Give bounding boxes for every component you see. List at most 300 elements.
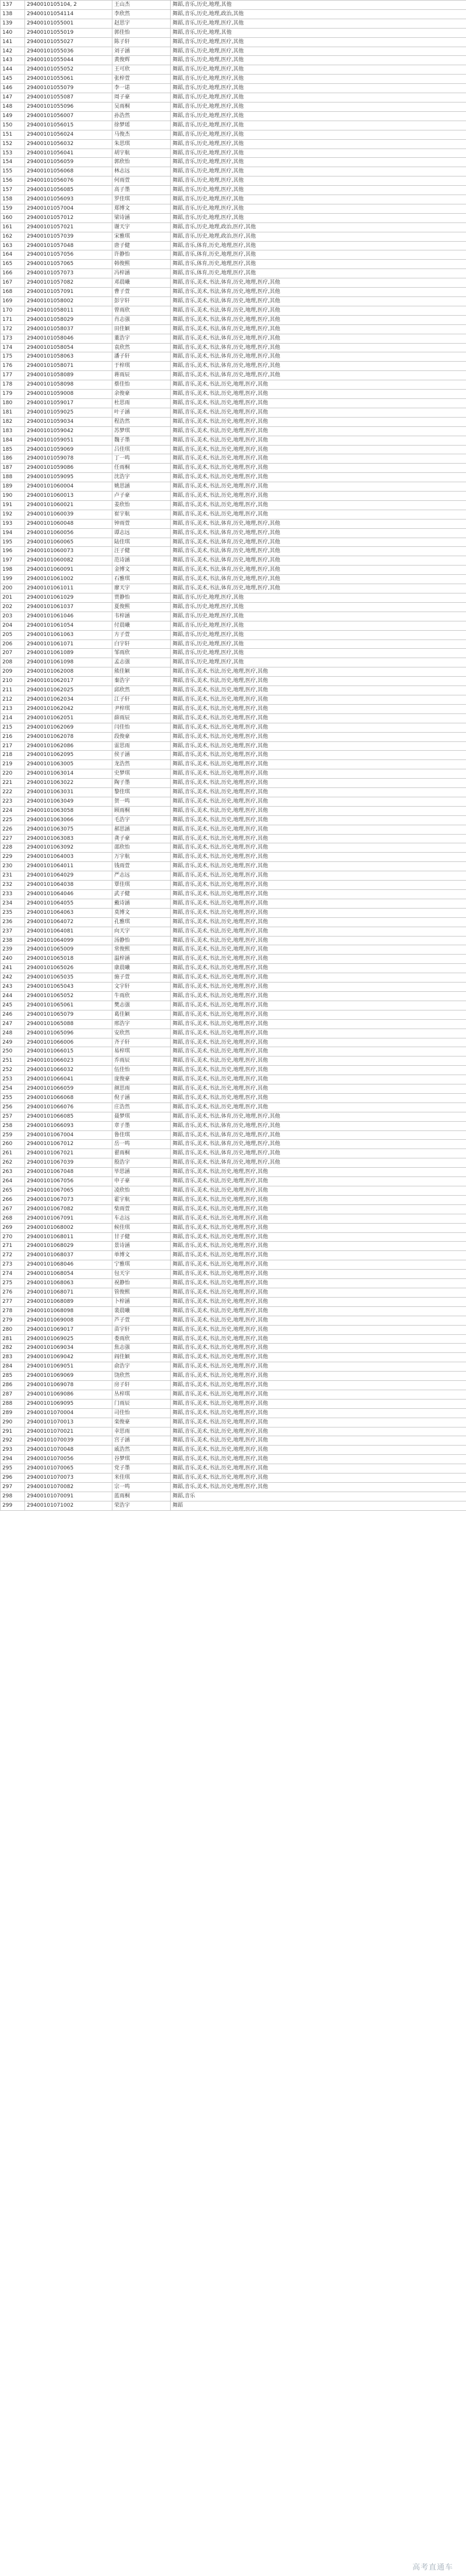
table-row (1, 602, 466, 612)
student-name-cell: 魏子墨 (112, 436, 171, 445)
table-row (1, 593, 466, 603)
exam-id-cell: 29400101066059 (25, 1084, 112, 1094)
student-name-cell: 康晨曦 (112, 964, 171, 973)
row-number-cell: 171 (1, 315, 25, 324)
exam-id-cell: 29400101058037 (25, 324, 112, 334)
student-name-cell: 牛雨欣 (112, 991, 171, 1001)
table-row (1, 288, 466, 297)
student-name-cell: 廖天宇 (112, 584, 171, 593)
student-name-cell: 荣浩宇 (112, 1501, 171, 1510)
student-name-cell: 汪子健 (112, 547, 171, 556)
student-name-cell: 阎佳颖 (112, 1353, 171, 1362)
exam-id-cell: 29400101062017 (25, 677, 112, 686)
table-row (1, 1140, 466, 1149)
exam-id-cell: 29400101067004 (25, 1130, 112, 1140)
subjects-cell: 舞蹈,音乐,美术,书法,体育,历史,地理,医疗,其他 (171, 519, 466, 528)
exam-id-cell: 29400101058063 (25, 352, 112, 362)
table-row (1, 519, 466, 528)
student-name-cell: 谷梦琪 (112, 1455, 171, 1464)
row-number-cell: 190 (1, 492, 25, 501)
exam-id-cell: 29400101067039 (25, 1158, 112, 1168)
subjects-cell: 舞蹈,音乐,美术,书法,历史,地理,医疗,其他 (171, 1177, 466, 1186)
row-number-cell: 182 (1, 417, 25, 426)
student-name-cell: 韩俊熙 (112, 260, 171, 269)
row-number-cell: 188 (1, 473, 25, 482)
subjects-cell: 舞蹈,音乐,美术,书法,历史,地理,医疗,其他 (171, 417, 466, 426)
subjects-cell: 舞蹈,音乐,美术,书法,体育,历史,地理,医疗,其他 (171, 1149, 466, 1158)
table-row (1, 93, 466, 103)
table-row (1, 1223, 466, 1232)
student-name-cell: 章子墨 (112, 1121, 171, 1130)
student-name-cell: 易梓琪 (112, 1047, 171, 1056)
student-name-cell: 陆佳琪 (112, 538, 171, 547)
table-row (1, 390, 466, 399)
student-name-cell: 侯子涵 (112, 751, 171, 760)
exam-id-cell: 29400101057082 (25, 278, 112, 288)
subjects-cell: 舞蹈,音乐,美术,书法,历史,地理,医疗,其他 (171, 881, 466, 890)
student-name-cell: 鲁佳琪 (112, 1130, 171, 1140)
student-name-cell: 苗宇轩 (112, 1325, 171, 1334)
table-row (1, 1297, 466, 1306)
subjects-cell: 舞蹈,音乐,美术,书法,历史,地理,医疗,其他 (171, 732, 466, 741)
row-number-cell: 203 (1, 612, 25, 621)
exam-id-cell: 29400101067012 (25, 1140, 112, 1149)
table-row (1, 1242, 466, 1251)
table-row (1, 398, 466, 408)
table-row (1, 1325, 466, 1334)
table-row (1, 1019, 466, 1029)
subjects-cell: 舞蹈,音乐,美术,书法,体育,历史,地理,医疗,其他 (171, 371, 466, 380)
student-name-cell: 申子豪 (112, 1177, 171, 1186)
student-name-cell: 夏俊熙 (112, 602, 171, 612)
subjects-cell: 舞蹈,音乐,体育,历史,地理,医疗,其他 (171, 260, 466, 269)
row-number-cell: 236 (1, 917, 25, 927)
exam-id-cell: 29400101057021 (25, 222, 112, 232)
table-row (1, 158, 466, 167)
subjects-cell: 舞蹈,音乐,美术,书法,历史,地理,医疗,其他 (171, 964, 466, 973)
row-number-cell: 223 (1, 797, 25, 806)
table-row (1, 1473, 466, 1483)
row-number-cell: 169 (1, 297, 25, 306)
subjects-cell: 舞蹈,音乐,体育,历史,地理,医疗,其他 (171, 250, 466, 260)
exam-id-cell: 29400101062051 (25, 713, 112, 723)
row-number-cell: 186 (1, 454, 25, 464)
student-name-cell: 饶欣然 (112, 1372, 171, 1381)
table-row (1, 1066, 466, 1075)
subjects-cell: 舞蹈,音乐,美术,书法,历史,地理,医疗,其他 (171, 1103, 466, 1112)
exam-id-cell: 29400101068054 (25, 1270, 112, 1279)
table-row (1, 538, 466, 547)
row-number-cell: 270 (1, 1232, 25, 1242)
table-row (1, 454, 466, 464)
student-name-cell: 郭欣怡 (112, 158, 171, 167)
subjects-cell: 舞蹈,音乐,美术,书法,体育,历史,地理,医疗,其他 (171, 306, 466, 315)
subjects-cell: 舞蹈,音乐,美术,书法,历史,地理,医疗,其他 (171, 1204, 466, 1214)
student-name-cell: 单博文 (112, 1251, 171, 1260)
table-row (1, 677, 466, 686)
table-row (1, 1038, 466, 1047)
table-row (1, 649, 466, 658)
table-row (1, 667, 466, 677)
row-number-cell: 176 (1, 362, 25, 371)
subjects-cell: 舞蹈,音乐,体育,历史,地理,医疗,其他 (171, 241, 466, 250)
row-number-cell: 206 (1, 639, 25, 649)
row-number-cell: 209 (1, 667, 25, 677)
table-row (1, 630, 466, 639)
exam-id-cell: 29400101064072 (25, 917, 112, 927)
table-row (1, 584, 466, 593)
exam-id-cell: 29400101058002 (25, 297, 112, 306)
exam-id-cell: 29400101064029 (25, 871, 112, 881)
exam-id-cell: 29400101062034 (25, 695, 112, 704)
row-number-cell: 228 (1, 843, 25, 853)
row-number-cell: 199 (1, 575, 25, 584)
subjects-cell: 舞蹈,音乐,历史,地理,医疗,其他 (171, 102, 466, 111)
table-row (1, 417, 466, 426)
row-number-cell: 280 (1, 1325, 25, 1334)
subjects-cell: 舞蹈,音乐,历史,地理,其他 (171, 1, 466, 10)
subjects-cell: 舞蹈,音乐,美术,书法,历史,地理,医疗,其他 (171, 1186, 466, 1196)
student-name-cell: 施子萱 (112, 973, 171, 983)
student-name-cell: 叶子涵 (112, 408, 171, 417)
exam-id-cell: 29400101058071 (25, 362, 112, 371)
table-row (1, 297, 466, 306)
table-row (1, 306, 466, 315)
row-number-cell: 196 (1, 547, 25, 556)
row-number-cell: 137 (1, 1, 25, 10)
row-number-cell: 279 (1, 1316, 25, 1325)
row-number-cell: 151 (1, 130, 25, 139)
table-row (1, 1501, 466, 1510)
subjects-cell: 舞蹈,音乐,美术,书法,历史,地理,医疗,其他 (171, 1436, 466, 1446)
row-number-cell: 214 (1, 713, 25, 723)
table-row (1, 1001, 466, 1010)
subjects-cell: 舞蹈,音乐,美术,书法,历史,地理,医疗,其他 (171, 1093, 466, 1103)
row-number-cell: 181 (1, 408, 25, 417)
table-row (1, 1270, 466, 1279)
exam-id-cell: 29400101065026 (25, 964, 112, 973)
subjects-cell: 舞蹈,音乐,美术,书法,历史,地理,医疗,其他 (171, 769, 466, 779)
table-row (1, 195, 466, 204)
student-name-cell: 倪子涵 (112, 1093, 171, 1103)
subjects-cell: 舞蹈,音乐,美术,书法,体育,历史,地理,医疗,其他 (171, 528, 466, 538)
row-number-cell: 298 (1, 1492, 25, 1501)
student-name-cell: 覃佳琪 (112, 881, 171, 890)
exam-id-cell: 29400101068089 (25, 1297, 112, 1306)
student-name-cell: 司佳怡 (112, 1408, 171, 1418)
row-number-cell: 233 (1, 890, 25, 899)
student-name-cell: 蔡佳怡 (112, 380, 171, 390)
subjects-cell: 舞蹈,音乐,历史,地理,医疗,其他 (171, 84, 466, 93)
subjects-cell: 舞蹈,音乐,美术,书法,历史,地理,医疗,其他 (171, 704, 466, 713)
subjects-cell: 舞蹈,音乐,美术,书法,历史,地理,医疗,其他 (171, 1353, 466, 1362)
exam-id-cell: 29400101063066 (25, 815, 112, 825)
table-row (1, 362, 466, 371)
row-number-cell: 237 (1, 927, 25, 936)
row-number-cell: 299 (1, 1501, 25, 1510)
subjects-cell: 舞蹈,音乐,美术,书法,历史,地理,医疗,其他 (171, 1390, 466, 1399)
table-row (1, 955, 466, 964)
exam-id-cell: 29400101070082 (25, 1483, 112, 1492)
subjects-cell: 舞蹈,音乐,美术,书法,历史,地理,医疗,其他 (171, 1372, 466, 1381)
row-number-cell: 243 (1, 983, 25, 992)
exam-id-cell: 29400101065079 (25, 1010, 112, 1019)
student-name-cell: 宗一鸣 (112, 1483, 171, 1492)
exam-id-cell: 29400101066032 (25, 1066, 112, 1075)
row-number-cell: 297 (1, 1483, 25, 1492)
subjects-cell: 舞蹈,音乐,美术,书法,体育,历史,地理,医疗,其他 (171, 288, 466, 297)
exam-id-cell: 29400101065018 (25, 955, 112, 964)
table-row (1, 556, 466, 566)
student-name-cell: 郝思涵 (112, 825, 171, 834)
exam-id-cell: 29400101057048 (25, 241, 112, 250)
row-number-cell: 175 (1, 352, 25, 362)
subjects-cell: 舞蹈,音乐,美术,书法,历史,地理,医疗,其他 (171, 1306, 466, 1316)
row-number-cell: 222 (1, 788, 25, 797)
student-name-cell: 梁诗涵 (112, 213, 171, 222)
row-number-cell: 161 (1, 222, 25, 232)
row-number-cell: 249 (1, 1038, 25, 1047)
exam-id-cell: 29400101061063 (25, 630, 112, 639)
student-name-cell: 贾静怡 (112, 593, 171, 603)
student-name-cell: 龙浩然 (112, 760, 171, 769)
exam-id-cell: 29400101064038 (25, 881, 112, 890)
subjects-cell: 舞蹈,音乐,美术,书法,历史,地理,医疗,其他 (171, 899, 466, 908)
row-number-cell: 165 (1, 260, 25, 269)
table-row (1, 47, 466, 56)
subjects-cell: 舞蹈,音乐,美术,书法,历史,地理,医疗,其他 (171, 945, 466, 955)
student-name-cell: 谢天宇 (112, 222, 171, 232)
student-name-cell: 邱欣然 (112, 686, 171, 695)
subjects-cell: 舞蹈,音乐,美术,书法,历史,地理,医疗,其他 (171, 1334, 466, 1344)
student-name-cell: 包天宇 (112, 1270, 171, 1279)
student-name-cell: 陶子墨 (112, 779, 171, 788)
subjects-cell: 舞蹈,音乐,美术,书法,历史,地理,医疗,其他 (171, 825, 466, 834)
exam-id-cell: 29400101060082 (25, 556, 112, 566)
exam-id-cell: 29400101070048 (25, 1446, 112, 1455)
table-row (1, 1075, 466, 1084)
student-name-cell: 郭佳怡 (112, 28, 171, 37)
student-name-cell: 伍佳怡 (112, 1066, 171, 1075)
exam-id-cell: 29400101064046 (25, 890, 112, 899)
row-number-cell: 167 (1, 278, 25, 288)
exam-id-cell: 29400101056093 (25, 195, 112, 204)
student-name-cell: 毛浩宇 (112, 815, 171, 825)
subjects-cell: 舞蹈,音乐,美术,书法,历史,地理,医疗,其他 (171, 1270, 466, 1279)
table-row (1, 612, 466, 621)
subjects-cell: 舞蹈,音乐,美术,书法,历史,地理,医疗,其他 (171, 1297, 466, 1306)
table-row (1, 815, 466, 825)
table-row (1, 1279, 466, 1288)
row-number-cell: 191 (1, 500, 25, 510)
subjects-cell: 舞蹈,音乐,美术,书法,历史,地理,医疗,其他 (171, 843, 466, 853)
exam-id-cell: 29400101055087 (25, 93, 112, 103)
exam-id-cell: 29400101059042 (25, 426, 112, 436)
student-name-cell: 付晨曦 (112, 621, 171, 630)
student-name-cell: 王可欣 (112, 65, 171, 75)
table-row (1, 1214, 466, 1223)
student-name-cell: 俞浩宇 (112, 1362, 171, 1372)
exam-id-cell: 29400101068037 (25, 1251, 112, 1260)
row-number-cell: 201 (1, 593, 25, 603)
student-name-cell: 齐子轩 (112, 1038, 171, 1047)
row-number-cell: 224 (1, 806, 25, 815)
subjects-cell: 舞蹈 (171, 1501, 466, 1510)
row-number-cell: 153 (1, 149, 25, 158)
student-name-cell: 罗佳琪 (112, 195, 171, 204)
subjects-cell: 舞蹈,音乐,历史,地理,医疗,其他 (171, 612, 466, 621)
table-row (1, 1093, 466, 1103)
exam-id-cell: 29400101064063 (25, 908, 112, 917)
table-row (1, 1103, 466, 1112)
exam-id-cell: 29400101068029 (25, 1242, 112, 1251)
row-number-cell: 231 (1, 871, 25, 881)
table-row (1, 1390, 466, 1399)
row-number-cell: 155 (1, 167, 25, 176)
row-number-cell: 230 (1, 862, 25, 871)
student-name-cell: 杜思雨 (112, 398, 171, 408)
subjects-cell: 舞蹈,音乐,美术,书法,体育,历史,地理,医疗,其他 (171, 547, 466, 556)
row-number-cell: 287 (1, 1390, 25, 1399)
row-number-cell: 163 (1, 241, 25, 250)
subjects-cell: 舞蹈,音乐,美术,书法,历史,地理,医疗,其他 (171, 510, 466, 519)
table-row (1, 834, 466, 843)
row-number-cell: 250 (1, 1047, 25, 1056)
table-row (1, 426, 466, 436)
row-number-cell: 140 (1, 28, 25, 37)
student-name-cell: 姜欣怡 (112, 500, 171, 510)
student-name-cell: 顾雨桐 (112, 806, 171, 815)
row-number-cell: 293 (1, 1446, 25, 1455)
subjects-cell: 舞蹈,音乐,历史,地理,其他 (171, 28, 466, 37)
table-row (1, 1399, 466, 1408)
student-name-cell: 唐子健 (112, 241, 171, 250)
subjects-cell: 舞蹈,音乐,历史,地理,医疗,其他 (171, 121, 466, 130)
table-row (1, 1251, 466, 1260)
exam-id-cell: 29400101064055 (25, 899, 112, 908)
exam-id-cell: 29400101070004 (25, 1408, 112, 1418)
subjects-cell: 舞蹈,音乐,美术,书法,体育,历史,地理,医疗,其他 (171, 352, 466, 362)
exam-id-cell: 29400101061046 (25, 612, 112, 621)
row-number-cell: 263 (1, 1168, 25, 1177)
student-name-cell: 邢浩宇 (112, 1019, 171, 1029)
student-name-cell: 米佳琪 (112, 1473, 171, 1483)
row-number-cell: 255 (1, 1093, 25, 1103)
exam-id-cell: 29400101060073 (25, 547, 112, 556)
student-name-cell: 武子健 (112, 890, 171, 899)
row-number-cell: 180 (1, 398, 25, 408)
student-name-cell: 安欣然 (112, 1029, 171, 1038)
table-row (1, 991, 466, 1001)
exam-id-cell: 29400101061071 (25, 639, 112, 649)
exam-id-cell: 29400101065096 (25, 1029, 112, 1038)
table-row (1, 806, 466, 815)
exam-id-cell: 29400101066068 (25, 1093, 112, 1103)
subjects-cell: 舞蹈,音乐,美术,书法,历史,地理,医疗,其他 (171, 1214, 466, 1223)
row-number-cell: 275 (1, 1279, 25, 1288)
exam-id-cell: 29400101059034 (25, 417, 112, 426)
row-number-cell: 202 (1, 602, 25, 612)
exam-id-cell: 29400101059095 (25, 473, 112, 482)
exam-id-cell: 29400101069034 (25, 1344, 112, 1353)
student-name-cell: 蒋雨辰 (112, 371, 171, 380)
subjects-cell: 舞蹈,音乐,美术,书法,历史,地理,医疗,其他 (171, 1325, 466, 1334)
exam-id-cell: 29400101057073 (25, 269, 112, 278)
row-number-cell: 192 (1, 510, 25, 519)
subjects-cell: 舞蹈,音乐,历史,地理,医疗,其他 (171, 186, 466, 195)
table-row (1, 500, 466, 510)
exam-id-cell: 29400101069078 (25, 1381, 112, 1390)
subjects-cell: 舞蹈,音乐,美术,书法,历史,地理,医疗,其他 (171, 464, 466, 473)
exam-id-cell: 29400101059069 (25, 445, 112, 454)
subjects-cell: 舞蹈,音乐,美术,书法,体育,历史,地理,医疗,其他 (171, 343, 466, 352)
exam-id-cell: 29400101062042 (25, 704, 112, 713)
exam-id-cell: 29400101057004 (25, 204, 112, 213)
student-name-cell: 马俊杰 (112, 130, 171, 139)
subjects-cell: 舞蹈,音乐,历史,地理,医疗,其他 (171, 204, 466, 213)
row-number-cell: 220 (1, 769, 25, 779)
table-row (1, 936, 466, 945)
exam-id-cell: 29400101057065 (25, 260, 112, 269)
subjects-cell: 舞蹈,音乐,美术,书法,体育,历史,地理,医疗,其他 (171, 1140, 466, 1149)
table-row (1, 269, 466, 278)
student-name-cell: 谭志远 (112, 528, 171, 538)
exam-id-cell: 29400101064081 (25, 927, 112, 936)
exam-id-cell: 29400101068098 (25, 1306, 112, 1316)
subjects-cell: 舞蹈,音乐,美术,书法,体育,历史,地理,医疗,其他 (171, 1158, 466, 1168)
exam-id-cell: 29400101068011 (25, 1232, 112, 1242)
student-name-cell: 孙浩然 (112, 111, 171, 121)
table-row (1, 1436, 466, 1446)
student-name-cell: 凌欣怡 (112, 1186, 171, 1196)
subjects-cell: 舞蹈,音乐,美术,书法,历史,地理,医疗,其他 (171, 788, 466, 797)
row-number-cell: 156 (1, 176, 25, 186)
student-name-cell: 郑博文 (112, 204, 171, 213)
student-name-cell: 聂梦琪 (112, 1112, 171, 1121)
subjects-cell: 舞蹈,音乐,美术,书法,历史,地理,医疗,其他 (171, 1408, 466, 1418)
table-row (1, 566, 466, 575)
row-number-cell: 227 (1, 834, 25, 843)
row-number-cell: 254 (1, 1084, 25, 1094)
subjects-cell: 舞蹈,音乐,美术,书法,历史,地理,医疗,其他 (171, 1464, 466, 1473)
subjects-cell: 舞蹈,音乐,美术,书法,历史,地理,医疗,其他 (171, 1455, 466, 1464)
subjects-cell: 舞蹈,音乐,美术,书法,历史,地理,医疗,其他 (171, 927, 466, 936)
exam-id-cell: 29400101066041 (25, 1075, 112, 1084)
subjects-cell: 舞蹈,音乐,美术,书法,历史,地理,医疗,其他 (171, 1418, 466, 1427)
exam-id-cell: 29400101060056 (25, 528, 112, 538)
subjects-cell: 舞蹈,音乐,美术,书法,体育,历史,地理,医疗,其他 (171, 538, 466, 547)
student-name-cell: 沈浩宇 (112, 473, 171, 482)
table-row (1, 1260, 466, 1270)
exam-id-cell: 29400101060021 (25, 500, 112, 510)
row-number-cell: 198 (1, 566, 25, 575)
exam-id-cell: 29400101065035 (25, 973, 112, 983)
subjects-cell: 舞蹈,音乐,美术,书法,历史,地理,医疗,其他 (171, 667, 466, 677)
subjects-cell: 舞蹈,音乐,美术,书法,历史,地理,医疗,其他 (171, 779, 466, 788)
student-name-cell: 钱雨萱 (112, 862, 171, 871)
subjects-cell: 舞蹈,音乐,美术,书法,历史,地理,医疗,其他 (171, 426, 466, 436)
row-number-cell: 160 (1, 213, 25, 222)
subjects-cell: 舞蹈,音乐,美术,书法,历史,地理,医疗,其他 (171, 955, 466, 964)
student-name-cell: 严志远 (112, 871, 171, 881)
student-name-cell: 任雨桐 (112, 464, 171, 473)
row-number-cell: 141 (1, 37, 25, 47)
student-name-cell: 卢子豪 (112, 492, 171, 501)
table-row (1, 186, 466, 195)
subjects-cell: 舞蹈,音乐,美术,书法,历史,地理,医疗,其他 (171, 1056, 466, 1066)
subjects-cell: 舞蹈,音乐,历史,地理,医疗,其他 (171, 195, 466, 204)
row-number-cell: 193 (1, 519, 25, 528)
